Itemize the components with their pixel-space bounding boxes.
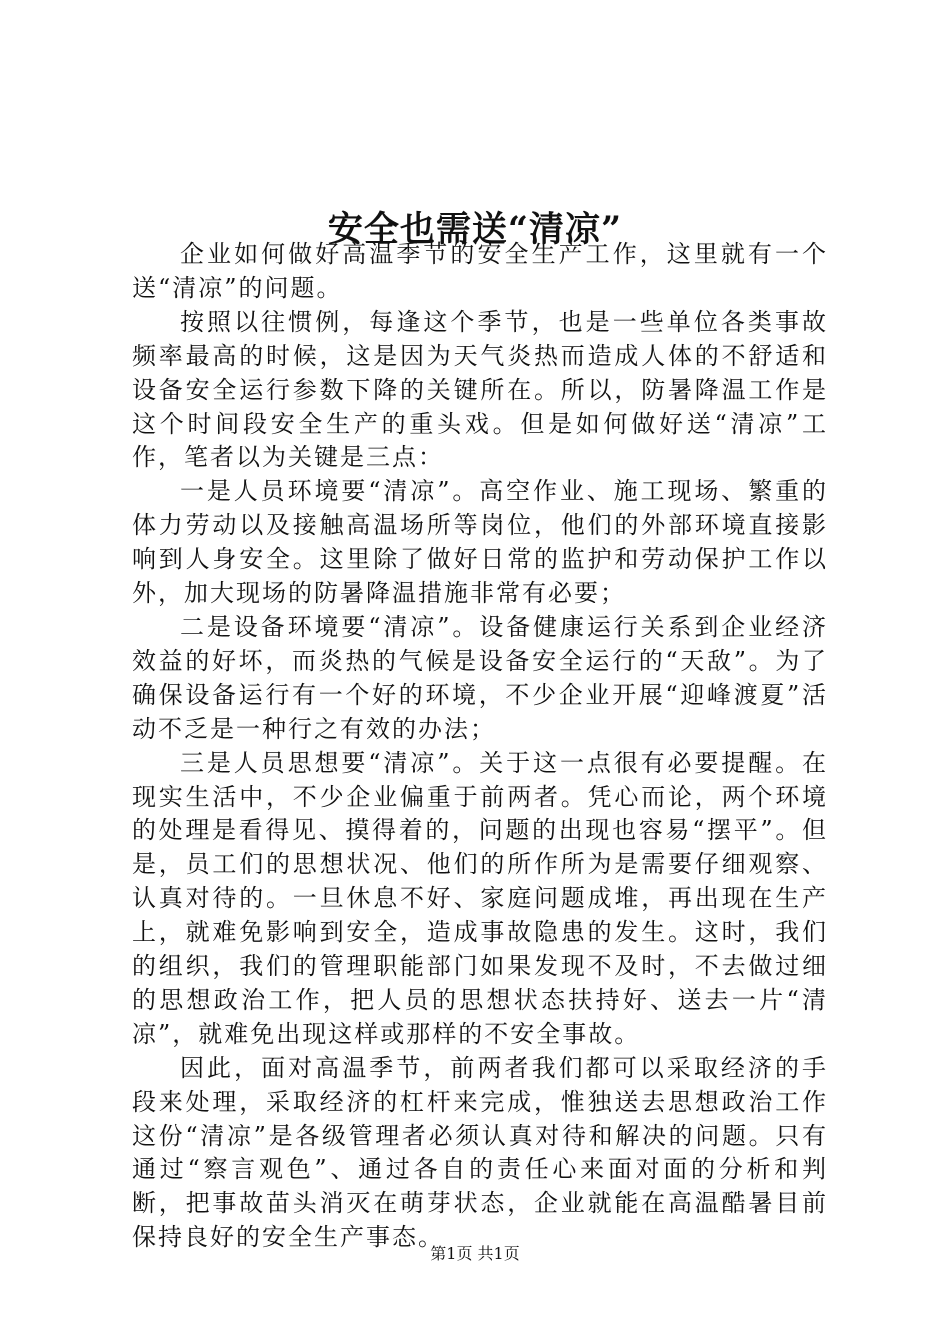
document-body	[132, 238, 828, 1255]
paragraph-point-three: 三是人员思想要“清凉”。关于这一点很有必要提醒。在现实生活中，不少企业偏重于前两者。凭心而论，两个环境的处理是看得见、摸得着的，问题的出现也容易“摆平”。但是，员工们的思想状况、他们的所作所为是需要仔细观察、认真对待的。一旦休息不好、家庭问题成堆，再出现在生产上，就难免影响到安全，造成事故隐患的发生。这时，我们的组织，我们的管理职能部门如果发现不及时，不去做过细的思想政治工作，把人员的思想状态扶持好、送去一片“清凉”，就难免出现这样或那样的不安全事故。	[132, 748, 828, 1048]
paragraph-background: 按照以往惯例，每逢这个季节，也是一些单位各类事故频率最高的时候，这是因为天气炎热而造成人体的不舒适和设备安全运行参数下降的关键所在。所以，防暑降温工作是这个时间段安全生产的重头戏。但是如何做好送“清凉”工作，笔者以为关键是三点：	[132, 307, 828, 472]
paragraph-intro: 企业如何做好高温季节的安全生产工作，这里就有一个送“清凉”的问题。	[132, 240, 828, 302]
document-title: 安全也需送“清凉”	[327, 209, 623, 251]
paragraph-conclusion: 因此，面对高温季节，前两者我们都可以采取经济的手段来处理，采取经济的杠杆来完成，惟独送去思想政治工作这份“清凉”是各级管理者必须认真对待和解决的问题。只有通过“察言观色”、通过各自的责任心来面对面的分析和判断，把事故苗头消灭在萌芽状态，企业就能在高温酷暑目前保持良好的安全生产事态。	[132, 1053, 828, 1252]
paragraph-point-one: 一是人员环境要“清凉”。高空作业、施工现场、繁重的体力劳动以及接触高温场所等岗位，他们的外部环境直接影响到人身安全。这里除了做好日常的监护和劳动保护工作以外，加大现场的防暑降温措施非常有必要；	[132, 477, 828, 608]
paragraph-point-two: 二是设备环境要“清凉”。设备健康运行关系到企业经济效益的好坏，而炎热的气候是设备安全运行的“天敌”。为了确保设备运行有一个好的环境，不少企业开展“迎峰渡夏”活动不乏是一种行之有效的办法；	[132, 612, 828, 743]
page-footer: 第1页 共1页	[430, 1244, 520, 1263]
